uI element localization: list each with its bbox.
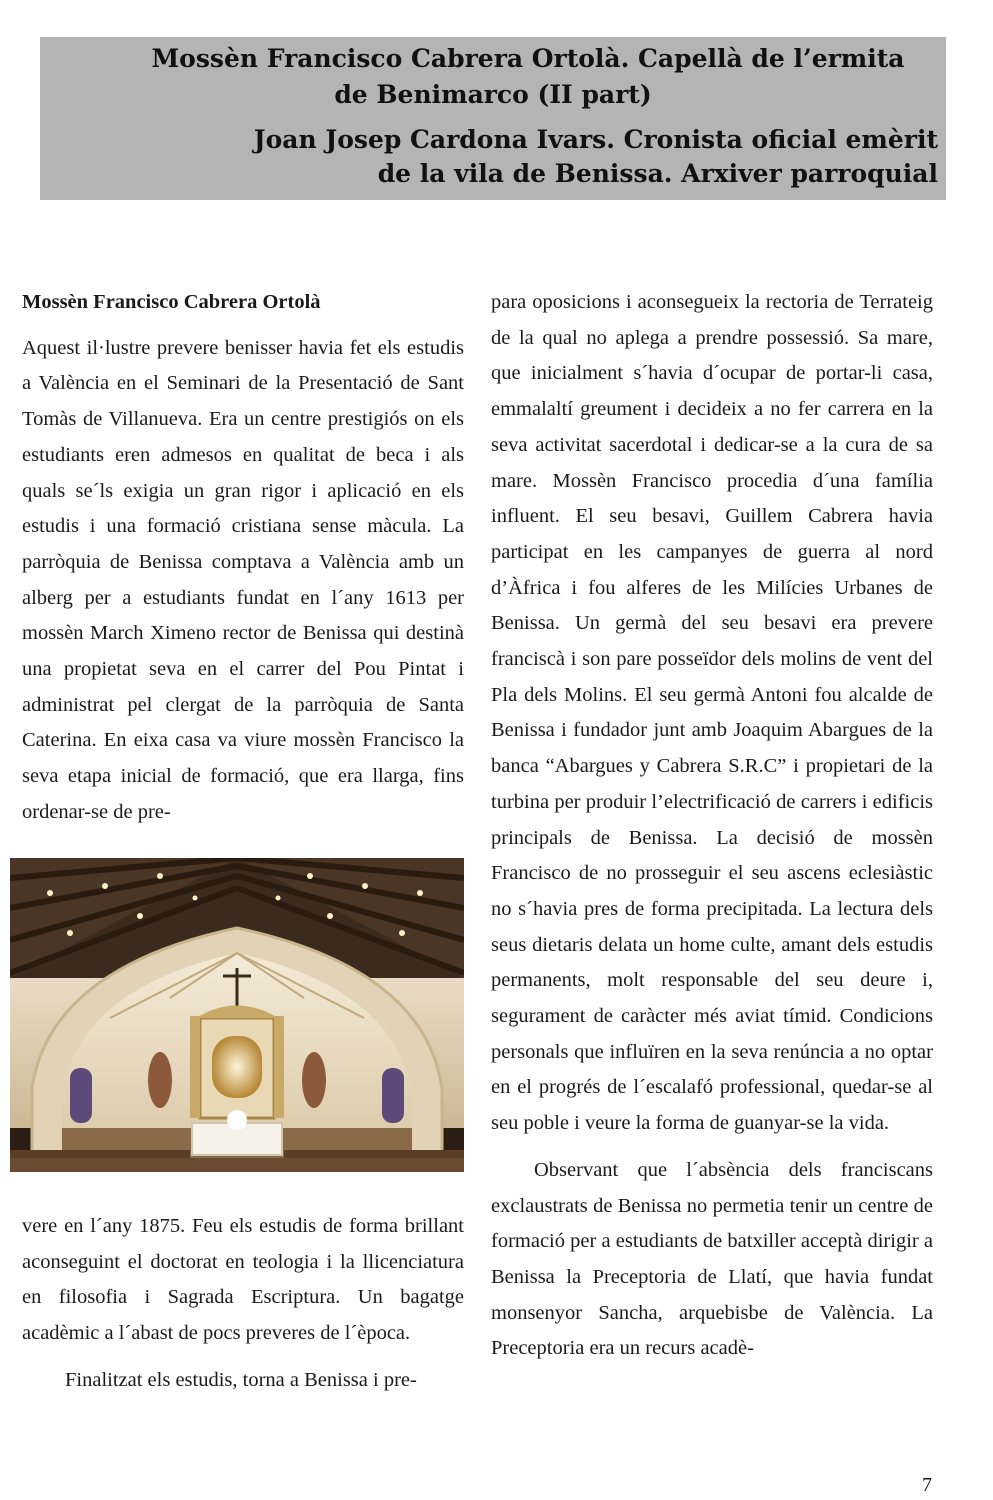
page-number: 7 bbox=[922, 1474, 932, 1496]
paragraph-2-part-1: Finalitzat els estudis, torna a Benissa i pre- bbox=[65, 1368, 417, 1391]
right-column bbox=[491, 285, 933, 1367]
paragraph-3: Observant que l´absència dels franciscans exclaustrats de Benissa no permetia tenir un centre de formació per a estudiants de batxiller acceptà dirigir a Benissa la Preceptoria de Llatí, que havia fundat monsenyor Sancha, arquebisbe de València. La Preceptoria era un recurs acadè- bbox=[491, 1158, 933, 1360]
article-header bbox=[40, 37, 946, 200]
left-column-bottom bbox=[22, 1209, 464, 1399]
paragraph-1-part-1: Aquest il·lustre prevere benisser havia fet els estudis a València en el Seminari de la Presentació de Sant Tomàs de Villanueva. Era un centre prestigiós on els estudiants eren admesos en qualitat de beca i als quals se´ls exigia un gran rigor i aplicació en els estudis i una formació cristiana sense màcula. La parròquia de Benissa comptava a València amb un alberg per a estudiants fundat en l´any 1613 per mossèn March Ximeno rector de Benissa qui destinà una propietat seva en el carrer del Pou Pintat i administrat pel clergat de la parròquia de Santa Caterina. En eixa casa va viure mossèn Francisco la seva etapa inicial de formació, que era llarga, fins ordenar-se de pre- bbox=[22, 336, 464, 823]
paragraph-1-part-2: vere en l´any 1875. Feu els estudis de forma brillant aconseguint el doctorat en teologia i la llicenciatura en filosofia i Sagrada Escriptura. Un bagatge acadèmic a l´abast de pocs preveres de l´època. bbox=[22, 1215, 464, 1345]
article-title-line2: de Benimarco (II part) bbox=[334, 80, 652, 109]
author-line1: Joan Josep Cardona Ivars. Cronista oficial emèrit bbox=[253, 125, 938, 154]
paragraph-2-part-2: para oposicions i aconsegueix la rectoria de Terrateig de la qual no aplega a prendre possessió. Sa mare, que inicialment s´havia d´ocupar de portar-li casa, emmalaltí greument i decideix a no fer carrera en la seva activitat sacerdotal i dedicar-se a la cura de sa mare. Mossèn Francisco procedia d´una família influent. El seu besavi, Guillem Cabrera havia participat en les campanyes de guerra al nord d’Àfrica i fou alferes de les Milícies Urbanes de Benissa. Un germà del seu besavi era prevere franciscà i son pare posseïdor dels molins de vent del Pla dels Molins. El seu germà Antoni fou alcalde de Benissa i fundador junt amb Joaquim Abargues de la banca “Abargues y Cabrera S.R.C” i propietari de la turbina per produir l’electrificació de carrers i edificis principals de Benissa. La decisió de mossèn Francisco de no prosseguir el seu ascens eclesiàstic no s´havia pres de forma precipitada. La lectura dels seus dietaris delata un home culte, amant dels estudis permanents, molt responsable del seu deure i, segurament de caràcter més aviat tímid. Condicions personals que influïren en la seva renúncia a no optar en el progrés de l´escalafó professional, quedar-se al seu poble i veure la forma de guanyar-se la vida. bbox=[491, 291, 933, 1135]
left-column-top bbox=[22, 285, 464, 831]
chapel-interior-photo bbox=[10, 858, 464, 1172]
author-line2: de la vila de Benissa. Arxiver parroquial bbox=[377, 159, 938, 188]
article-title-line1: Mossèn Francisco Cabrera Ortolà. Capellà de l’ermita bbox=[151, 44, 905, 73]
section-heading: Mossèn Francisco Cabrera Ortolà bbox=[22, 291, 321, 313]
